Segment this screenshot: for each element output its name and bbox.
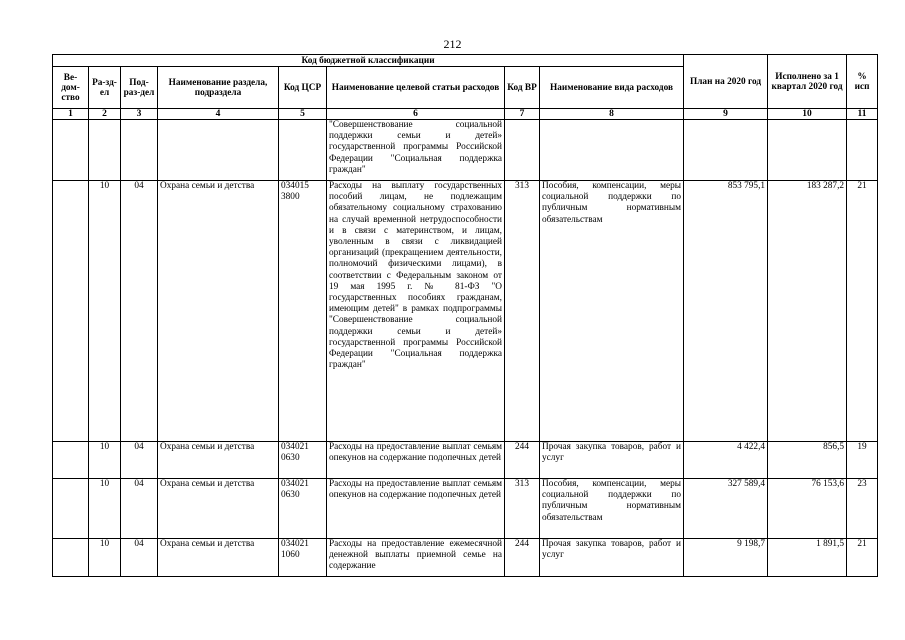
cell-vr-name: Пособия, компенсации, меры социальной поддержки по публичным нормативным обязательствам bbox=[540, 181, 684, 442]
column-number: 2 bbox=[89, 109, 121, 120]
cell-podrazdel bbox=[121, 120, 158, 181]
cell-percent: 21 bbox=[847, 181, 878, 442]
cell-vr-code: 244 bbox=[505, 442, 540, 479]
cell-vr-code: 244 bbox=[505, 539, 540, 577]
cell-podrazdel: 04 bbox=[121, 539, 158, 577]
cell-vr-name bbox=[540, 120, 684, 181]
cell-plan: 327 589,4 bbox=[684, 479, 768, 539]
header-target-name: Наименование целевой статьи расходов bbox=[327, 67, 505, 109]
cell-csr-code: 034021 1060 bbox=[279, 539, 327, 577]
header-executed: Исполнено за 1 квартал 2020 год bbox=[768, 55, 847, 109]
header-csr-code: Код ЦСР bbox=[279, 67, 327, 109]
cell-target-name: "Совершенствование социальной поддержки семьи и детей» государственной программы Российской Федерации "Социальная поддержка граждан" bbox=[327, 120, 505, 181]
cell-vedomstvo bbox=[53, 539, 89, 577]
cell-vedomstvo bbox=[53, 120, 89, 181]
header-row-group bbox=[53, 55, 878, 67]
cell-percent: 19 bbox=[847, 442, 878, 479]
cell-razdel: 10 bbox=[89, 479, 121, 539]
cell-target-name: Расходы на предоставление выплат семьям опекунов на содержание подопечных детей bbox=[327, 479, 505, 539]
cell-plan bbox=[684, 120, 768, 181]
cell-plan: 9 198,7 bbox=[684, 539, 768, 577]
header-vedomstvo: Ве-дом-ство bbox=[53, 67, 89, 109]
column-number: 6 bbox=[327, 109, 505, 120]
cell-csr-code: 034021 0630 bbox=[279, 442, 327, 479]
cell-plan: 4 422,4 bbox=[684, 442, 768, 479]
column-number: 10 bbox=[768, 109, 847, 120]
column-number: 11 bbox=[847, 109, 878, 120]
page-number: 212 bbox=[443, 37, 462, 51]
column-number: 3 bbox=[121, 109, 158, 120]
cell-percent bbox=[847, 120, 878, 181]
cell-podrazdel: 04 bbox=[121, 181, 158, 442]
header-percent: % исп bbox=[847, 55, 878, 109]
cell-vedomstvo bbox=[53, 181, 89, 442]
cell-csr-code bbox=[279, 120, 327, 181]
cell-executed bbox=[768, 120, 847, 181]
header-razdel: Ра-зд-ел bbox=[89, 67, 121, 109]
cell-section-name: Охрана семьи и детства bbox=[158, 539, 279, 577]
cell-vedomstvo bbox=[53, 479, 89, 539]
column-number: 1 bbox=[53, 109, 89, 120]
cell-executed: 1 891,5 bbox=[768, 539, 847, 577]
cell-section-name: Охрана семьи и детства bbox=[158, 479, 279, 539]
table-row bbox=[53, 120, 878, 181]
cell-razdel: 10 bbox=[89, 442, 121, 479]
header-plan: План на 2020 год bbox=[684, 55, 768, 109]
cell-executed: 183 287,2 bbox=[768, 181, 847, 442]
cell-podrazdel: 04 bbox=[121, 442, 158, 479]
table-row bbox=[53, 442, 878, 479]
cell-percent: 23 bbox=[847, 479, 878, 539]
cell-executed: 76 153,6 bbox=[768, 479, 847, 539]
column-number: 8 bbox=[540, 109, 684, 120]
cell-percent: 21 bbox=[847, 539, 878, 577]
cell-vr-name: Пособия, компенсации, меры социальной поддержки по публичным нормативным обязательствам bbox=[540, 479, 684, 539]
cell-vedomstvo bbox=[53, 442, 89, 479]
cell-razdel bbox=[89, 120, 121, 181]
column-numbers-row bbox=[53, 109, 878, 120]
header-vr-code: Код ВР bbox=[505, 67, 540, 109]
cell-executed: 856,5 bbox=[768, 442, 847, 479]
cell-section-name: Охрана семьи и детства bbox=[158, 181, 279, 442]
table-row bbox=[53, 539, 878, 577]
cell-target-name: Расходы на выплату государственных пособий лицам, не подлежащим обязательному социальному страхованию на случай временной нетрудоспособности и в связи с материнством, и лицам, уволенным в связи с ликвидацией организаций (прекращением деятельности, полномочий физическими лицами), в соответствии с Федеральным законом от 19 мая 1995 г. № 81-ФЗ "О государственных пособиях гражданам, имеющим детей" в рамках подпрограммы "Совершенствование социальной поддержки семьи и детей» государственной программы Российской Федерации "Социальная поддержка граждан" bbox=[327, 181, 505, 442]
column-number: 7 bbox=[505, 109, 540, 120]
column-number: 9 bbox=[684, 109, 768, 120]
budget-table bbox=[52, 54, 878, 577]
cell-csr-code: 034021 0630 bbox=[279, 479, 327, 539]
header-podrazdel: Под-раз-дел bbox=[121, 67, 158, 109]
table-row bbox=[53, 181, 878, 442]
cell-vr-code: 313 bbox=[505, 479, 540, 539]
cell-vr-code bbox=[505, 120, 540, 181]
column-number: 4 bbox=[158, 109, 279, 120]
cell-section-name: Охрана семьи и детства bbox=[158, 442, 279, 479]
cell-razdel: 10 bbox=[89, 539, 121, 577]
cell-target-name: Расходы на предоставление выплат семьям опекунов на содержание подопечных детей bbox=[327, 442, 505, 479]
header-section-name: Наименование раздела, подраздела bbox=[158, 67, 279, 109]
cell-plan: 853 795,1 bbox=[684, 181, 768, 442]
header-vr-name: Наименование вида расходов bbox=[540, 67, 684, 109]
table-row bbox=[53, 479, 878, 539]
cell-target-name: Расходы на предоставление ежемесячной денежной выплаты приемной семье на содержание bbox=[327, 539, 505, 577]
cell-vr-name: Прочая закупка товаров, работ и услуг bbox=[540, 539, 684, 577]
cell-vr-code: 313 bbox=[505, 181, 540, 442]
cell-podrazdel: 04 bbox=[121, 479, 158, 539]
cell-razdel: 10 bbox=[89, 181, 121, 442]
cell-section-name bbox=[158, 120, 279, 181]
header-budget-classification: Код бюджетной классификации bbox=[53, 55, 684, 67]
cell-vr-name: Прочая закупка товаров, работ и услуг bbox=[540, 442, 684, 479]
column-number: 5 bbox=[279, 109, 327, 120]
cell-csr-code: 034015 3800 bbox=[279, 181, 327, 442]
